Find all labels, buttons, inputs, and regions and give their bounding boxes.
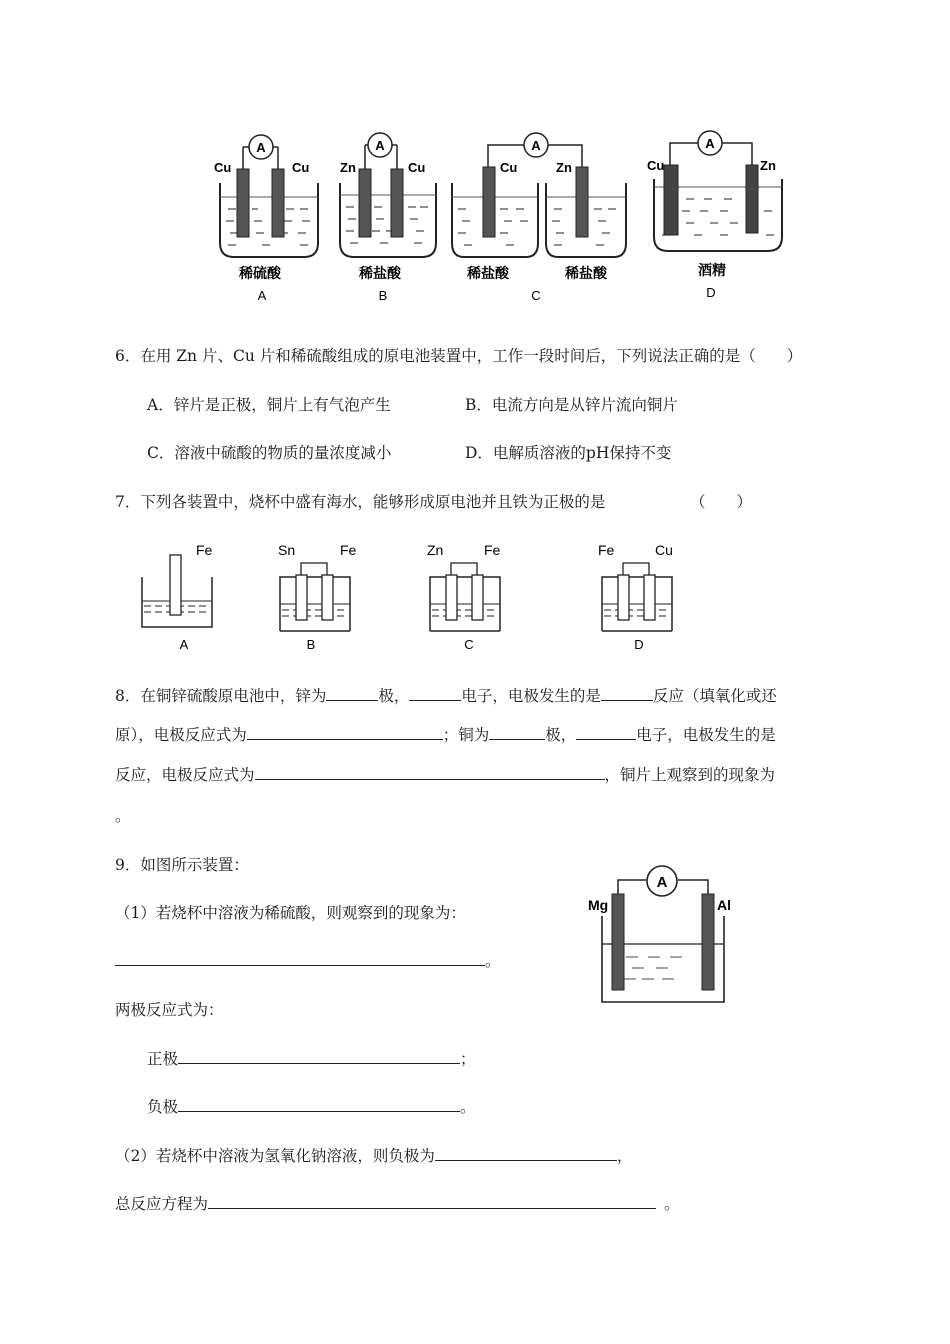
solution-c-right: 稀盐酸 (565, 266, 607, 282)
q6-option-d: D．电解质溶液的pH保持不变 (465, 444, 672, 462)
apparatus-a (214, 135, 318, 303)
q7-d-right: Cu (655, 542, 673, 558)
electrode-c-right: Zn (556, 160, 572, 175)
q9-answer-blank[interactable] (208, 1193, 656, 1209)
q7-b-right: Fe (340, 542, 357, 558)
label-a: A (257, 288, 267, 303)
q9-answer-blank[interactable] (435, 1145, 617, 1161)
q9-part2-line (115, 1145, 632, 1166)
q9-stem: 9．如图所示装置： (115, 856, 249, 874)
q9-answer-blank[interactable] (178, 1096, 460, 1112)
q8-text: 反应，电极反应式为 (115, 766, 255, 784)
q9-ammeter-label: A (656, 874, 668, 891)
q9-part1: （1）若烧杯中溶液为稀硫酸，则观察到的现象为： (115, 904, 466, 922)
q8-text: 反应（填氧化或还 (652, 687, 777, 705)
q8-text: 极， (378, 687, 410, 705)
label-b: B (378, 288, 388, 303)
q8-line-1 (115, 685, 777, 706)
q8-text: 电子，电极发生的是 (461, 687, 601, 705)
q9-text: ； (460, 1050, 476, 1068)
q8-text: ；铜为 (442, 726, 490, 744)
q8-line-3 (115, 764, 775, 785)
q7-apparatus-d (598, 542, 673, 652)
q8-answer-blank[interactable] (576, 724, 636, 740)
ammeter-a-label: A (256, 140, 266, 155)
q7-figure (130, 535, 710, 660)
q9-text: 总反应方程为 (115, 1195, 209, 1213)
electrode-a-left: Cu (214, 160, 232, 175)
solution-a: 稀硫酸 (239, 266, 281, 282)
q7-c-left: Zn (427, 542, 444, 558)
q9-positive-line (147, 1048, 476, 1069)
q9-electrode-left: Mg (588, 897, 609, 913)
electrode-a-right: Cu (292, 160, 310, 175)
q9-electrode-right: Al (717, 897, 731, 913)
q7-label-c: C (464, 637, 474, 652)
q9-text: ， (616, 1147, 633, 1165)
solution-b: 稀盐酸 (359, 266, 401, 282)
label-c: C (531, 288, 541, 303)
ammeter-b-label: A (375, 138, 385, 153)
q7-answer-paren: （ ） (690, 493, 753, 511)
q8-answer-blank[interactable] (601, 685, 653, 701)
q7-d-left: Fe (598, 542, 615, 558)
q6-option-b: B．电流方向是从锌片流向铜片 (465, 396, 678, 414)
solution-c-left: 稀盐酸 (467, 266, 509, 282)
q7-label-b: B (306, 637, 316, 652)
q6-stem: 6．在用 Zn 片、Cu 片和稀硫酸组成的原电池装置中，工作一段时间后，下列说法正确的是（ ） (115, 347, 803, 365)
q8-text: 极， (545, 726, 577, 744)
q7-label-d: D (634, 637, 644, 652)
q9-both-poles: 两极反应式为： (115, 1001, 224, 1019)
q9-part1-answer-line (115, 950, 501, 971)
q9-text: 。 (485, 952, 501, 970)
apparatus-c (452, 133, 626, 303)
q8-line-2 (115, 724, 776, 745)
q9-text: 。 (460, 1098, 476, 1116)
electrode-b-left: Zn (340, 160, 356, 175)
q7-apparatus-c (427, 542, 501, 652)
ammeter-d-label: A (705, 136, 715, 151)
q9-text: 负极 (147, 1098, 179, 1116)
q8-answer-blank[interactable] (255, 764, 605, 780)
q9-text: 。 (664, 1195, 680, 1213)
q6-option-a: A．锌片是正极，铜片上有气泡产生 (147, 396, 391, 414)
q9-answer-blank[interactable] (115, 950, 485, 966)
label-d: D (706, 285, 716, 300)
apparatus-b (340, 133, 436, 303)
q8-answer-blank[interactable] (409, 685, 461, 701)
q7-c-right: Fe (484, 542, 501, 558)
q8-text: 原），电极反应式为 (115, 726, 247, 744)
q9-negative-line (147, 1096, 476, 1117)
q8-answer-blank[interactable] (247, 724, 443, 740)
q7-apparatus-b (278, 542, 357, 652)
q6-option-c: C．溶液中硫酸的物质的量浓度减小 (147, 444, 392, 462)
q9-text: （2）若烧杯中溶液为氢氧化钠溶液，则负极为 (115, 1147, 435, 1165)
q8-text: 8．在铜锌硫酸原电池中，锌为 (115, 687, 327, 705)
q9-figure (580, 860, 750, 1010)
q8-text: ，铜片上观察到的现象为 (604, 766, 776, 784)
q8-answer-blank[interactable] (489, 724, 545, 740)
ammeter-c-label: A (531, 138, 541, 153)
apparatus-d (647, 131, 782, 300)
q9-answer-blank[interactable] (178, 1048, 460, 1064)
q8-text: 电子，电极发生的是 (636, 726, 776, 744)
q9-text: 正极 (147, 1050, 179, 1068)
q8-line-4: 。 (115, 807, 131, 825)
q7-b-left: Sn (278, 542, 296, 558)
q7-apparatus-a (142, 542, 213, 652)
q7-stem: 7．下列各装置中，烧杯中盛有海水，能够形成原电池并且铁为正极的是 (115, 493, 606, 511)
q9-total-line (115, 1193, 680, 1214)
q8-answer-blank[interactable] (326, 685, 378, 701)
electrode-d-right: Zn (760, 158, 776, 173)
q7-label-a: A (179, 637, 189, 652)
q5-figure (200, 125, 800, 310)
q7-a-electrode: Fe (196, 542, 213, 558)
electrode-d-left: Cu (647, 158, 665, 173)
solution-d: 酒精 (698, 263, 726, 279)
electrode-c-left: Cu (500, 160, 518, 175)
electrode-b-right: Cu (408, 160, 426, 175)
